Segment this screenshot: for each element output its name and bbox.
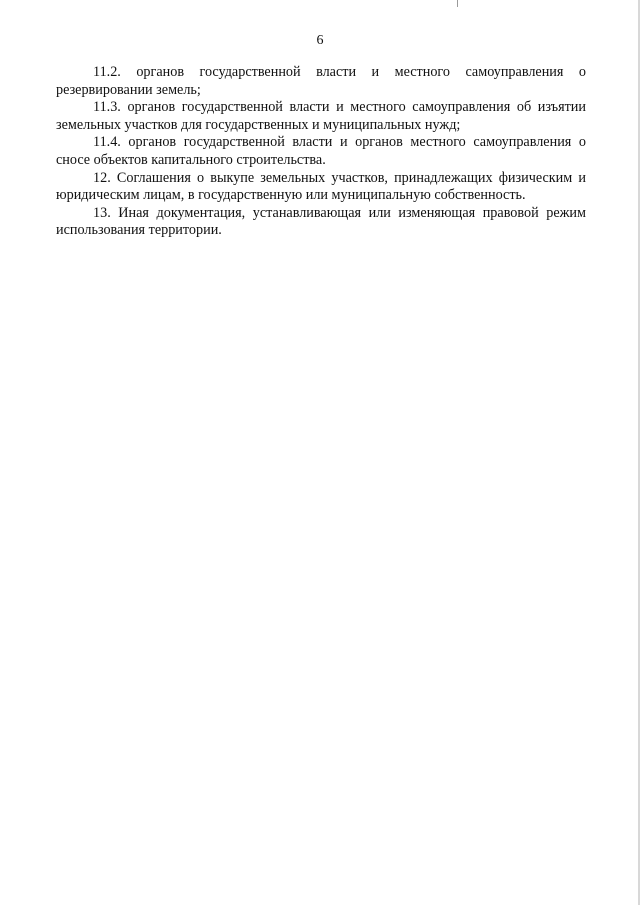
paragraph-11-2: 11.2. органов государственной власти и местного самоуправления о резервировании земель; — [56, 64, 586, 98]
paragraph-11-3: 11.3. органов государственной власти и местного самоуправления об изъятии земельных участков для государственных и муниципальных нужд; — [56, 99, 586, 133]
scan-artifact-mark — [457, 0, 458, 7]
document-body — [56, 64, 586, 240]
paragraph-11-4: 11.4. органов государственной власти и органов местного самоуправления о сносе объектов капитального строительства. — [56, 134, 586, 168]
paragraph-13: 13. Иная документация, устанавливающая или изменяющая правовой режим использования территории. — [56, 204, 586, 239]
paragraph-12: 12. Соглашения о выкупе земельных участков, принадлежащих физическим и юридическим лицам, в государственную или муниципальную собственность. — [56, 169, 586, 204]
page-number: 6 — [316, 33, 324, 48]
